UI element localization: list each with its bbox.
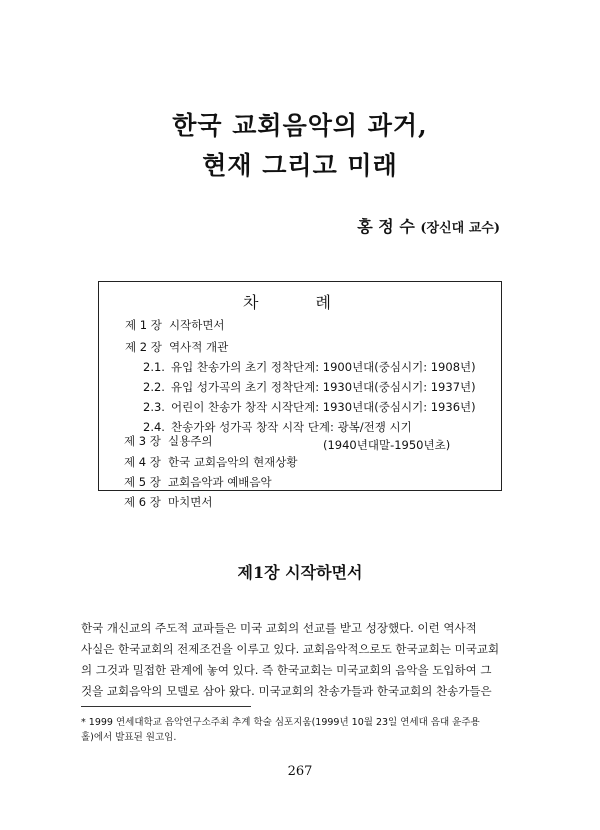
toc-item-label: 마치면서 [168,495,213,509]
toc-item-number: 제 3 장 [124,434,161,448]
toc-item-number: 제 2 장 [125,340,162,354]
body-line: 의 그것과 밀접한 관계에 놓여 있다. 즉 한국교회는 미국교회의 음악을 도입하여 그 [81,663,492,677]
toc-subitem-continuation [323,437,450,453]
toc-item-number: 2.2. [143,380,165,394]
toc-item-label: 시작하면서 [169,318,225,332]
section-heading: 제1장 시작하면서 [237,563,363,582]
toc-subitem [143,359,476,375]
toc-item-label: (1940년대말-1950년초) [323,438,451,452]
toc-item-label: 역사적 개관 [169,340,229,354]
body-line: 한국 개신교의 주도적 교파들은 미국 교회의 선교를 받고 성장했다. 이런 역사적 [81,621,477,635]
toc-item-number: 2.4. [143,420,165,434]
toc-subitem [143,379,476,395]
body-line: 것을 교회음악의 모델로 삼아 왔다. 미국교회의 찬송가들과 한국교회의 찬송가들은 [81,684,492,698]
footnote-divider [81,706,251,707]
page-number: 267 [287,764,313,779]
toc-item [124,433,212,449]
toc-heading: 차 례 [243,293,357,312]
toc-item-label: 어린이 찬송가 창작 시작단계: 1930년대(중심시기: 1936년) [171,400,476,414]
title-line-1: 한국 교회음악의 과거, [172,111,428,140]
toc-item-number: 제 6 장 [124,495,161,509]
toc-item-label: 한국 교회음악의 현재상황 [168,455,298,469]
toc-item-label: 찬송가와 성가곡 창작 시작 단계: 광복/전쟁 시기 [171,420,412,434]
toc-item [125,339,228,355]
author [357,214,500,237]
title-line-2: 현재 그리고 미래 [202,151,398,180]
toc-item [124,494,212,510]
toc-item-number: 2.1. [143,360,165,374]
author-affiliation: (장신대 교수) [420,221,500,236]
toc-item-number: 2.3. [143,400,165,414]
toc-item-label: 교회음악과 예배음악 [168,475,272,489]
toc-item-label: 유입 성가곡의 초기 정착단계: 1930년대(중심시기: 1937년) [171,380,476,394]
toc-subitem [143,399,476,415]
author-name: 홍 정 수 [357,217,415,236]
toc-item-label: 실용주의 [168,434,213,448]
toc-item [124,454,298,470]
footnote-line: 홀)에서 발표된 원고임. [81,732,177,743]
toc-item [124,474,272,490]
toc-item-number: 제 1 장 [125,318,162,332]
toc-item [125,317,225,333]
toc-item-label: 유입 찬송가의 초기 정착단계: 1900년대(중심시기: 1908년) [171,360,476,374]
footnote-line: * 1999 연세대학교 음악연구소주최 추계 학술 심포지움(1999년 10월 23일 연세대 음대 윤주용 [81,717,480,728]
body-line: 사실은 한국교회의 전제조건을 이루고 있다. 교회음악적으로도 한국교회는 미국교회 [81,642,500,656]
toc-item-number: 제 4 장 [124,455,161,469]
toc-item-number: 제 5 장 [124,475,161,489]
